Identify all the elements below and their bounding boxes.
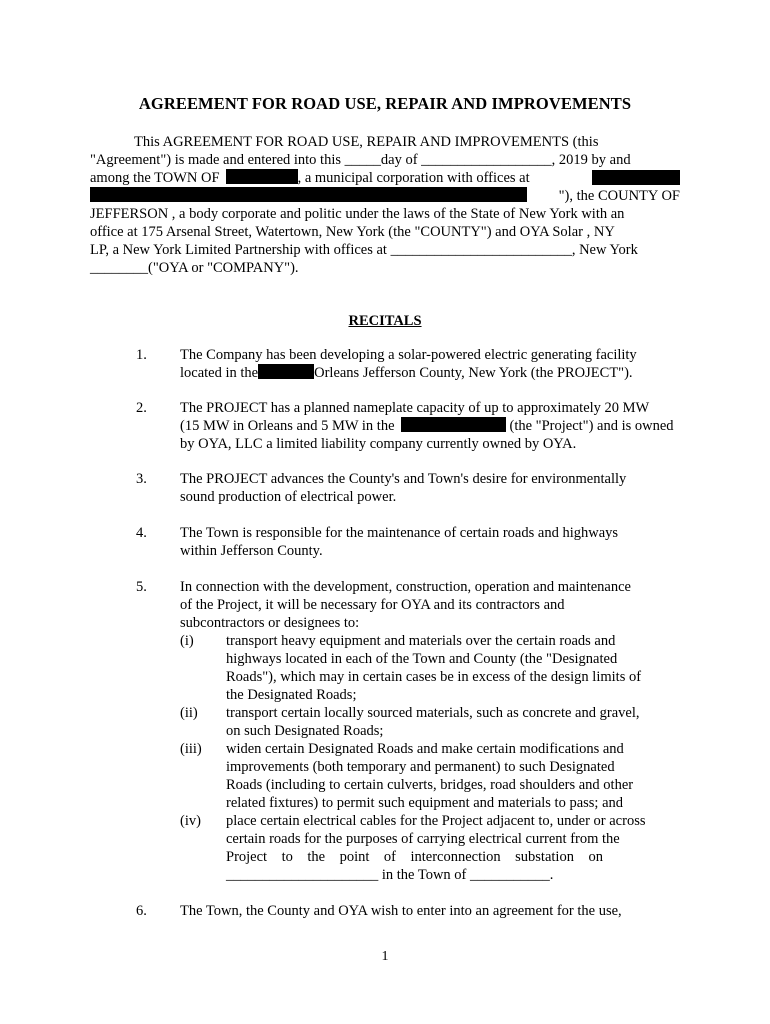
sub-item-line: highways located in each of the Town and County (the "Designated bbox=[226, 651, 618, 667]
recital-line: The PROJECT has a planned nameplate capacity of up to approximately 20 MW bbox=[180, 400, 650, 416]
sub-item-line: certain roads for the purposes of carrying electrical current from the bbox=[226, 831, 620, 847]
sub-item-line: Roads"), which may in certain cases be in excess of the design limits of bbox=[226, 669, 642, 685]
intro-line: ________("OYA or "COMPANY"). bbox=[90, 260, 299, 276]
intro-line: JEFFERSON , a body corporate and politic under the laws of the State of New York with an bbox=[90, 206, 625, 222]
recital-text bbox=[180, 902, 680, 920]
recital-number: 4. bbox=[136, 525, 147, 541]
recital-text-span: (15 MW in Orleans and 5 MW in the bbox=[180, 418, 395, 434]
recital-number: 2. bbox=[136, 400, 147, 416]
recital-text bbox=[180, 346, 680, 382]
intro-line: This AGREEMENT FOR ROAD USE, REPAIR AND IMPROVEMENTS (this bbox=[134, 134, 599, 150]
intro-line bbox=[90, 169, 680, 187]
recital-number: 3. bbox=[136, 471, 147, 487]
recital-text bbox=[180, 524, 680, 560]
sub-item-line: improvements (both temporary and permanent) to such Designated bbox=[226, 759, 615, 775]
recital-text-span: Orleans Jefferson County, New York (the PROJECT"). bbox=[314, 365, 633, 381]
recital-line: of the Project, it will be necessary for OYA and its contractors and bbox=[180, 597, 565, 613]
recital-line: subcontractors or designees to: bbox=[180, 615, 360, 631]
recital-line bbox=[180, 417, 680, 435]
intro-line bbox=[90, 187, 680, 205]
intro-paragraph bbox=[90, 133, 680, 277]
sub-item-text bbox=[226, 704, 680, 740]
recital-line bbox=[180, 364, 680, 382]
recital-number: 1. bbox=[136, 347, 147, 363]
recital-text bbox=[180, 399, 680, 453]
sub-item-number: (iv) bbox=[180, 813, 201, 829]
sub-item-text bbox=[226, 740, 680, 812]
recital-number: 6. bbox=[136, 903, 147, 919]
sub-item-line: Roads (including to certain culverts, bridges, road shoulders and other bbox=[226, 777, 634, 793]
sub-item-line: related fixtures) to permit such equipment and materials to pass; and bbox=[226, 795, 624, 811]
sub-item-text bbox=[226, 632, 680, 704]
recital-line: sound production of electrical power. bbox=[180, 489, 397, 505]
sub-item-line: Project to the point of interconnection substation on bbox=[226, 849, 603, 865]
intro-text: among the TOWN OF bbox=[90, 170, 220, 186]
recital-text bbox=[180, 578, 680, 632]
redaction-bar bbox=[258, 364, 314, 379]
intro-line: LP, a New York Limited Partnership with offices at _________________________, New York bbox=[90, 242, 638, 258]
recital-line: The Company has been developing a solar-powered electric generating facility bbox=[180, 347, 637, 363]
sub-item-line: on such Designated Roads; bbox=[226, 723, 384, 739]
intro-line: office at 175 Arsenal Street, Watertown, New York (the "COUNTY") and OYA Solar , NY bbox=[90, 224, 615, 240]
recital-line: The Town, the County and OYA wish to enter into an agreement for the use, bbox=[180, 903, 622, 919]
recital-line: The PROJECT advances the County's and Town's desire for environmentally bbox=[180, 471, 627, 487]
document-title: AGREEMENT FOR ROAD USE, REPAIR AND IMPROVEMENTS bbox=[138, 94, 632, 113]
intro-text: , a municipal corporation with offices at bbox=[297, 170, 530, 186]
recital-line: In connection with the development, construction, operation and maintenance bbox=[180, 579, 631, 595]
redaction-bar bbox=[401, 417, 506, 432]
recital-line: The Town is responsible for the maintenance of certain roads and highways bbox=[180, 525, 619, 541]
sub-item-text bbox=[226, 812, 680, 884]
recital-text bbox=[180, 470, 680, 506]
intro-line: "Agreement") is made and entered into this _____day of __________________, 2019 by and bbox=[90, 152, 631, 168]
sub-item-line: the Designated Roads; bbox=[226, 687, 357, 703]
recital-line: within Jefferson County. bbox=[180, 543, 323, 559]
sub-item-number: (i) bbox=[180, 633, 194, 649]
intro-text: "), the COUNTY OF bbox=[558, 188, 680, 204]
recital-line: by OYA, LLC a limited liability company currently owned by OYA. bbox=[180, 436, 577, 452]
sub-item-line: widen certain Designated Roads and make certain modifications and bbox=[226, 741, 624, 757]
sub-item-line: place certain electrical cables for the Project adjacent to, under or across bbox=[226, 813, 646, 829]
recital-number: 5. bbox=[136, 579, 147, 595]
sub-item-number: (ii) bbox=[180, 705, 198, 721]
sub-item-number: (iii) bbox=[180, 741, 202, 757]
redaction-bar bbox=[226, 169, 298, 184]
page-number: 1 bbox=[381, 949, 389, 964]
sub-item-line: transport heavy equipment and materials over the certain roads and bbox=[226, 633, 616, 649]
sub-item-line: transport certain locally sourced materials, such as concrete and gravel, bbox=[226, 705, 640, 721]
redaction-bar bbox=[90, 187, 527, 202]
sub-item-line: _____________________ in the Town of ___________. bbox=[226, 867, 554, 883]
redaction-bar bbox=[592, 170, 680, 185]
recital-text-span: located in the bbox=[180, 365, 259, 381]
recitals-heading: RECITALS bbox=[348, 313, 422, 329]
recital-text-span: (the "Project") and is owned bbox=[509, 418, 674, 434]
